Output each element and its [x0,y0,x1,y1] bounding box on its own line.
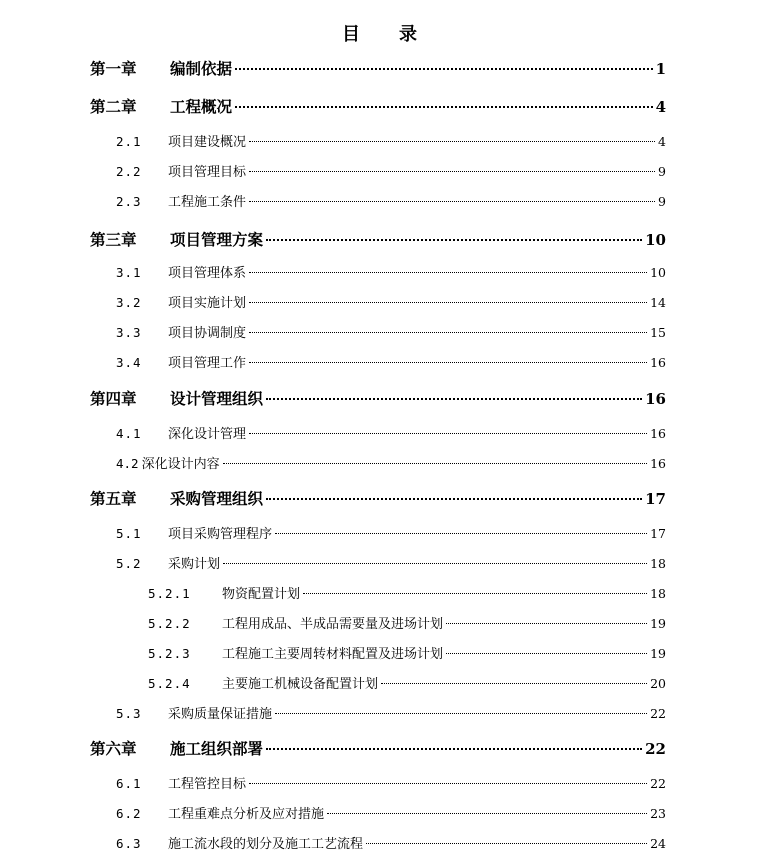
toc-entry-number: 5.3 [116,706,142,721]
toc-entry-number: 3.1 [116,265,142,280]
toc-dot-leader [303,593,647,594]
toc-entry-title: 设计管理组织 [170,390,264,408]
toc-entry-title: 施工流水段的划分及施工工艺流程 [168,837,364,852]
toc-section-entry[interactable] [116,453,666,472]
toc-section-entry[interactable] [116,773,666,792]
toc-dot-leader [249,201,655,202]
toc-entry-number: 3.4 [116,355,142,370]
toc-chapter-entry[interactable] [90,387,666,409]
toc-dot-leader [446,623,647,624]
toc-title [0,20,760,46]
toc-entry-title: 项目管理目标 [168,165,247,180]
toc-entry-number: 5.2.2 [148,616,191,631]
toc-entry-page-number: 14 [650,295,666,310]
toc-dot-leader [223,563,647,564]
toc-entry-number: 4.1 [116,426,142,441]
toc-entry-number: 第五章 [90,490,137,508]
toc-section-entry[interactable] [116,833,666,852]
toc-entry-number: 5.1 [116,526,142,541]
toc-dot-leader [381,683,647,684]
toc-entry-page-number: 22 [645,740,666,758]
toc-entry-title: 深化设计内容 [141,457,220,472]
toc-dot-leader [366,843,647,844]
toc-dot-leader [249,783,647,784]
toc-section-entry[interactable] [116,262,666,281]
toc-entry-number: 第四章 [90,390,137,408]
toc-entry-number: 第六章 [90,740,137,758]
toc-section-entry[interactable] [116,423,666,442]
toc-entry-page-number: 10 [645,231,666,249]
toc-section-entry[interactable] [116,131,666,150]
toc-entry-number: 3.3 [116,325,142,340]
toc-entry-title: 工程施工主要周转材料配置及进场计划 [222,647,444,662]
toc-entry-page-number: 16 [650,456,666,471]
toc-entry-title: 项目管理方案 [170,231,264,249]
toc-dot-leader [249,302,647,303]
toc-dot-leader [249,272,647,273]
toc-section-entry[interactable] [116,292,666,311]
toc-dot-leader [266,498,642,500]
toc-entry-page-number: 1 [655,60,666,78]
toc-entry-title: 项目建设概况 [168,135,247,150]
toc-entry-number: 5.2.4 [148,676,191,691]
toc-section-entry[interactable] [116,191,666,210]
toc-entry-number: 6.1 [116,776,142,791]
toc-entry-number: 2.2 [116,164,142,179]
toc-section-entry[interactable] [116,803,666,822]
toc-dot-leader [235,106,653,108]
toc-entry-title: 项目采购管理程序 [168,527,273,542]
toc-entry-title: 物资配置计划 [222,587,301,602]
toc-entry-page-number: 16 [650,426,666,441]
toc-section-entry[interactable] [116,161,666,180]
toc-entry-title: 工程重难点分析及应对措施 [168,807,325,822]
toc-entry-title: 工程施工条件 [168,195,247,210]
toc-entry-number: 2.3 [116,194,142,209]
toc-section-entry[interactable] [148,583,666,602]
toc-dot-leader [235,68,653,70]
toc-entry-page-number: 19 [650,616,666,631]
toc-entry-title: 项目实施计划 [168,296,247,311]
toc-entry-title: 项目管理体系 [168,266,247,281]
toc-entry-page-number: 10 [650,265,666,280]
toc-section-entry[interactable] [116,352,666,371]
toc-entry-page-number: 17 [645,490,666,508]
toc-title-left: 目 [342,24,361,45]
toc-entry-page-number: 18 [650,556,666,571]
toc-entry-number: 6.2 [116,806,142,821]
toc-entry-title: 施工组织部署 [170,740,264,758]
toc-entry-page-number: 18 [650,586,666,601]
toc-title-right: 录 [399,24,418,45]
toc-entry-title: 编制依据 [170,60,233,78]
toc-chapter-entry[interactable] [90,228,666,250]
toc-dot-leader [275,713,647,714]
toc-entry-page-number: 16 [650,355,666,370]
toc-entry-page-number: 22 [650,706,666,721]
toc-dot-leader [275,533,647,534]
toc-entry-page-number: 23 [650,806,666,821]
toc-section-entry[interactable] [148,673,666,692]
toc-entry-page-number: 20 [650,676,666,691]
toc-entry-page-number: 15 [650,325,666,340]
toc-section-entry[interactable] [148,643,666,662]
toc-chapter-entry[interactable] [90,487,666,509]
toc-entry-number: 2.1 [116,134,142,149]
toc-entry-page-number: 22 [650,776,666,791]
toc-dot-leader [249,332,647,333]
toc-entry-number: 第一章 [90,60,137,78]
toc-entry-number: 4.2 [116,456,139,471]
toc-entry-number: 3.2 [116,295,142,310]
toc-entry-title: 项目管理工作 [168,356,247,371]
toc-entry-number: 5.2.3 [148,646,191,661]
toc-section-entry[interactable] [116,703,666,722]
toc-entry-number: 5.2 [116,556,142,571]
toc-entry-title: 采购计划 [168,557,221,572]
toc-entry-title: 主要施工机械设备配置计划 [222,677,379,692]
toc-entry-title: 采购质量保证措施 [168,707,273,722]
toc-entry-page-number: 9 [658,194,666,209]
toc-chapter-entry[interactable] [90,737,666,759]
toc-entry-title: 工程管控目标 [168,777,247,792]
toc-section-entry[interactable] [116,322,666,341]
toc-entry-page-number: 9 [658,164,666,179]
toc-dot-leader [266,239,642,241]
toc-dot-leader [249,433,647,434]
toc-entry-page-number: 19 [650,646,666,661]
toc-dot-leader [249,362,647,363]
toc-entry-page-number: 16 [645,390,666,408]
toc-entry-title: 深化设计管理 [168,427,247,442]
toc-entry-title: 采购管理组织 [170,490,264,508]
toc-dot-leader [249,171,655,172]
toc-chapter-entry[interactable] [90,57,666,79]
toc-entry-page-number: 4 [658,134,666,149]
toc-section-entry[interactable] [116,523,666,542]
toc-entry-page-number: 4 [655,98,666,116]
toc-entry-title: 工程概况 [170,98,233,116]
toc-section-entry[interactable] [116,553,666,572]
toc-entry-title: 工程用成品、半成品需要量及进场计划 [222,617,444,632]
toc-chapter-entry[interactable] [90,95,666,117]
toc-entry-number: 6.3 [116,836,142,851]
toc-dot-leader [266,398,642,400]
toc-dot-leader [266,748,642,750]
toc-dot-leader [223,463,648,464]
toc-dot-leader [446,653,647,654]
toc-entry-page-number: 17 [650,526,666,541]
toc-section-entry[interactable] [148,613,666,632]
toc-entry-number: 第三章 [90,231,137,249]
toc-entry-number: 第二章 [90,98,137,116]
toc-entry-title: 项目协调制度 [168,326,247,341]
toc-dot-leader [249,141,655,142]
toc-entry-page-number: 24 [650,836,666,851]
toc-dot-leader [327,813,647,814]
toc-entry-number: 5.2.1 [148,586,191,601]
